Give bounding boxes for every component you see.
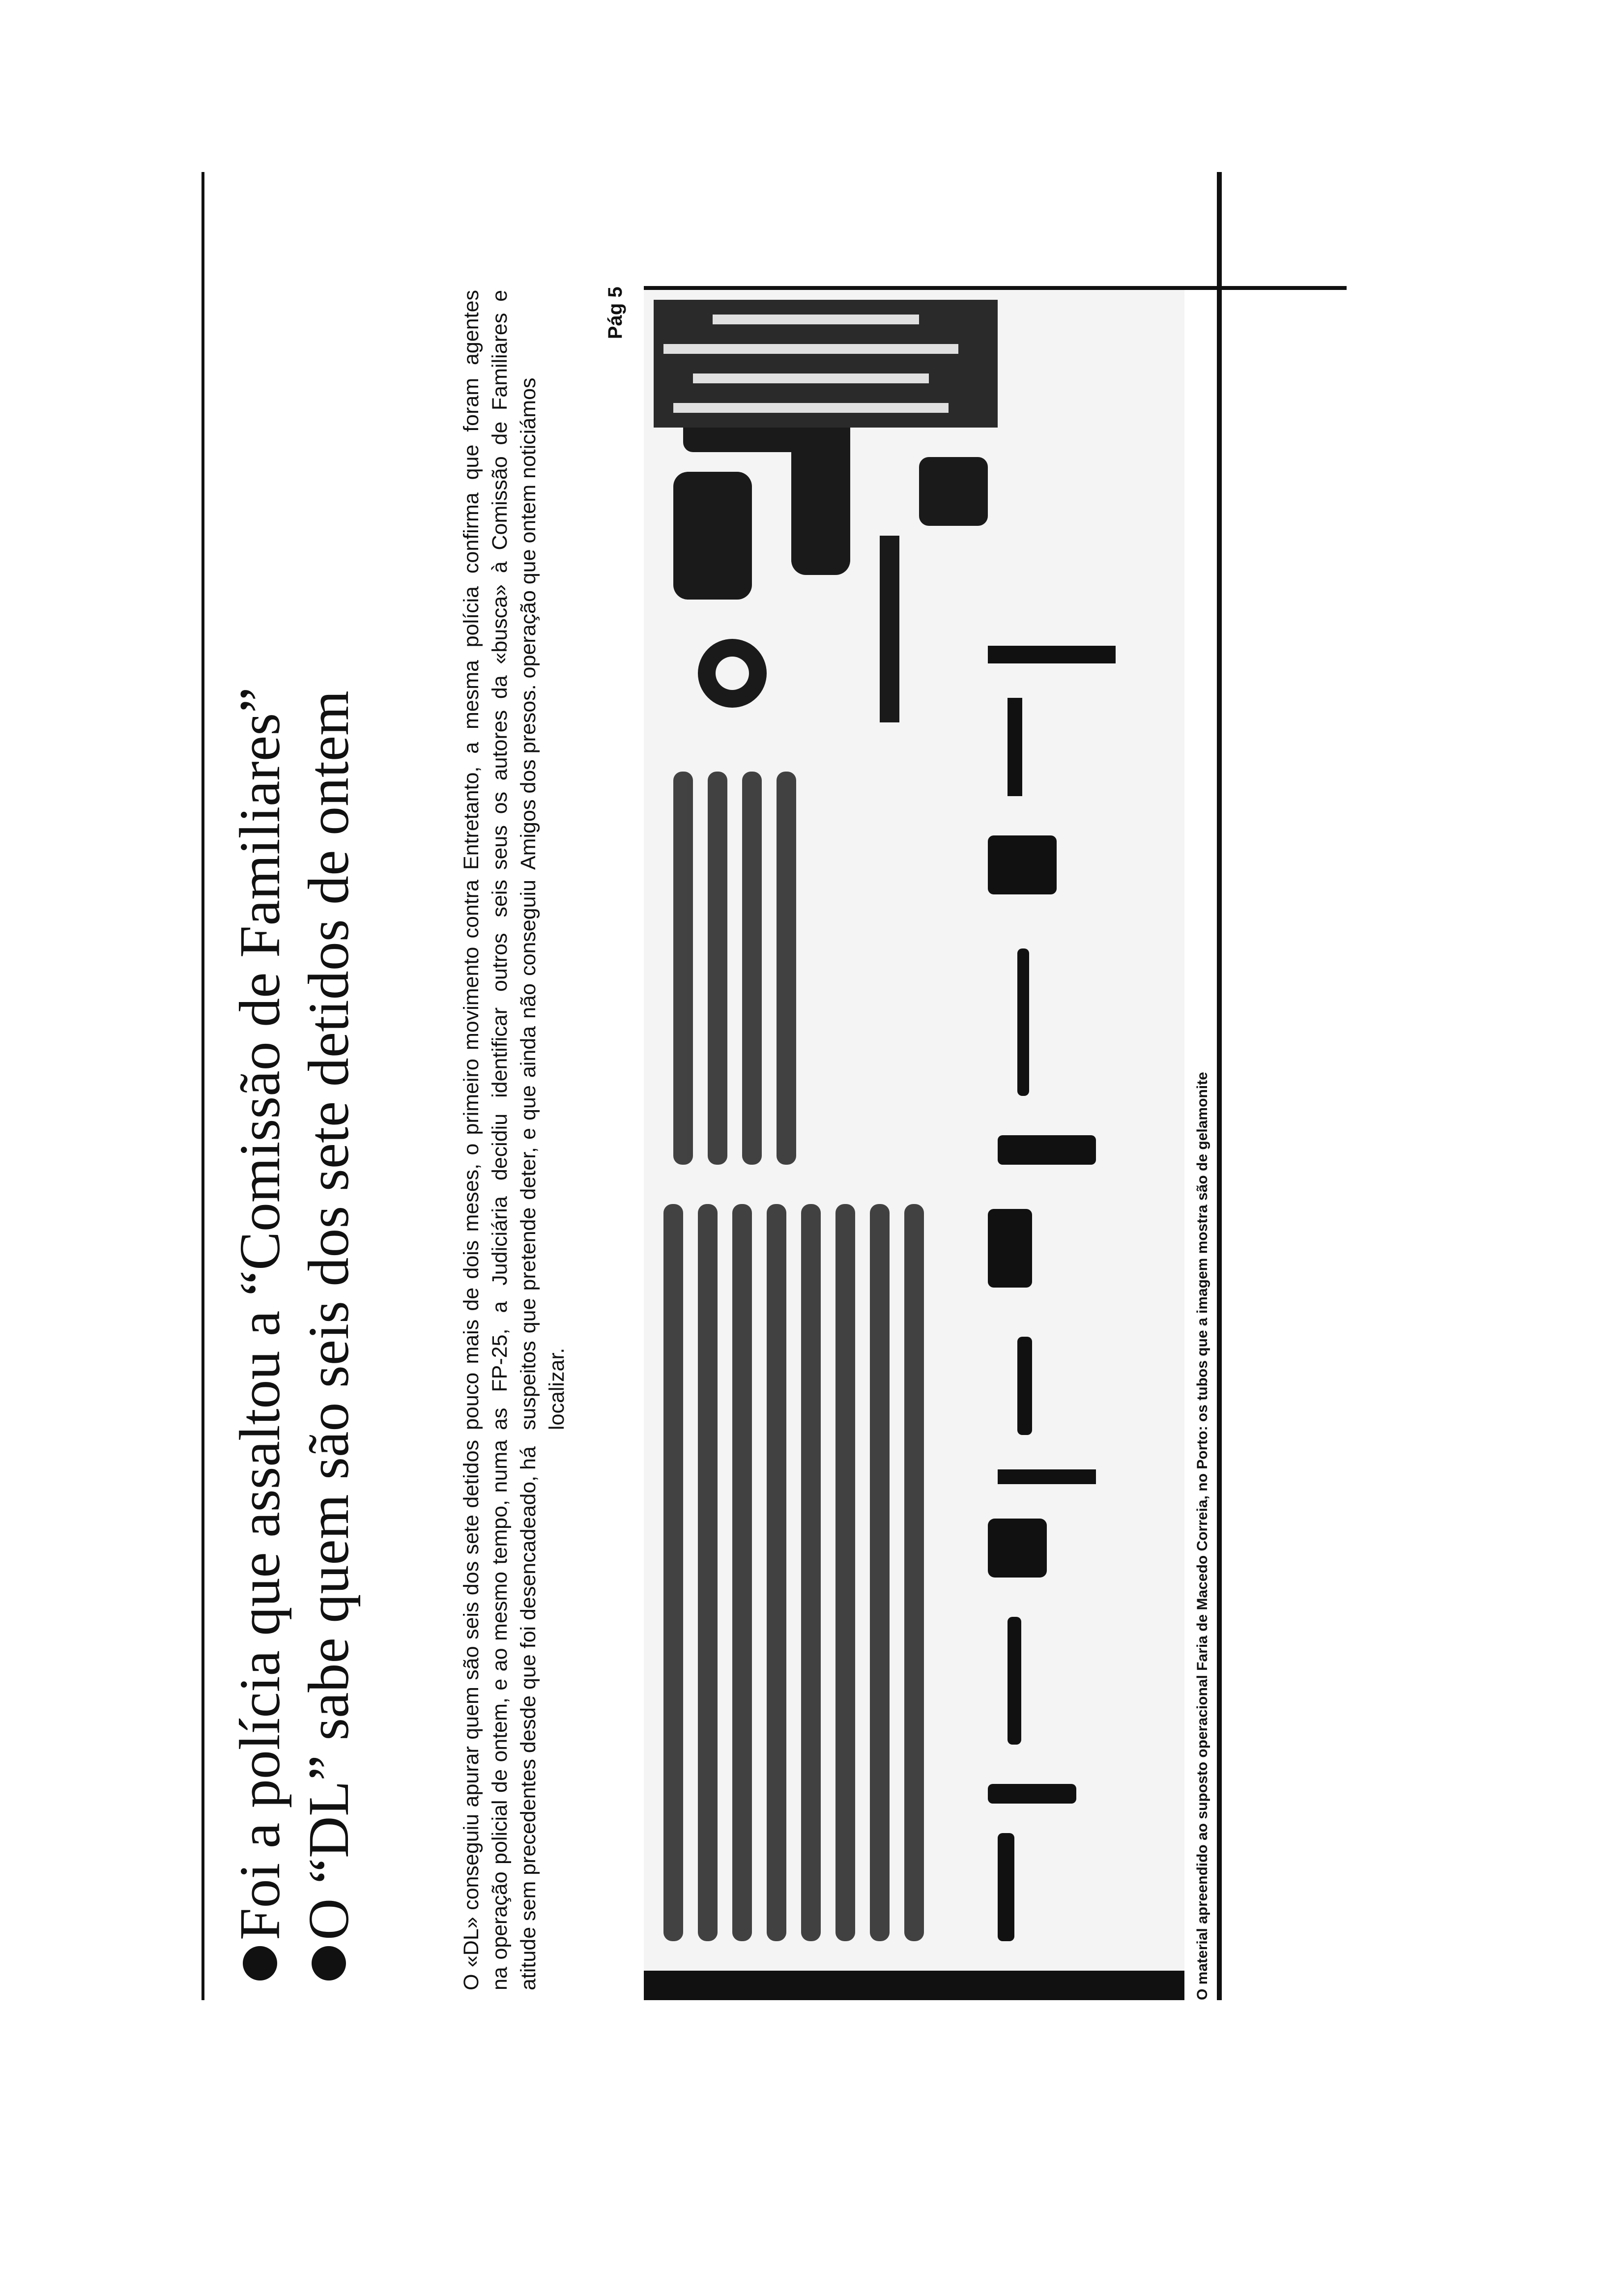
headline-2 — [296, 690, 361, 1980]
headline-1 — [228, 687, 292, 1980]
body-column-3: Entretanto, a mesma polícia confirma que foram agentes seus os autores da «busca» à Comissão de Familiares e Amigos dos presos. operação que ontem noticiámos — [460, 290, 540, 870]
bullet-icon — [312, 1946, 346, 1980]
body-column-1: O «DL» conseguiu apurar quem são seis dos sete detidos na operação policial de ontem, e ao mesmo tempo, numa atitude sem precedentes desde que foi desencadeado, há — [460, 1440, 540, 1990]
newspaper-clipping — [202, 162, 1234, 2000]
seized-material-photo — [644, 290, 1184, 2000]
headline-2-text: O “DL” sabe quem são seis dos sete detidos de ontem — [296, 690, 361, 1940]
bullet-icon — [243, 1946, 277, 1980]
photo-caption: O material apreendido ao suposto operacional Faria de Macedo Correia, no Porto: os tubos que a imagem mostra são de gelamonite — [1194, 1072, 1210, 2000]
headline-1-text: Foi a polícia que assaltou a “Comissão de Familiares” — [228, 687, 292, 1940]
top-rule — [202, 172, 204, 2000]
page-reference: Pág 5 — [604, 287, 626, 339]
body-column-2: pouco mais de dois meses, o primeiro movimento contra as FP-25, a Judiciária decidiu identificar outros seis suspeitos que pretende deter, e que ainda não conseguiu localizar. — [460, 880, 569, 1430]
news-photo — [644, 286, 1347, 2000]
bottom-rule — [1217, 172, 1222, 2000]
